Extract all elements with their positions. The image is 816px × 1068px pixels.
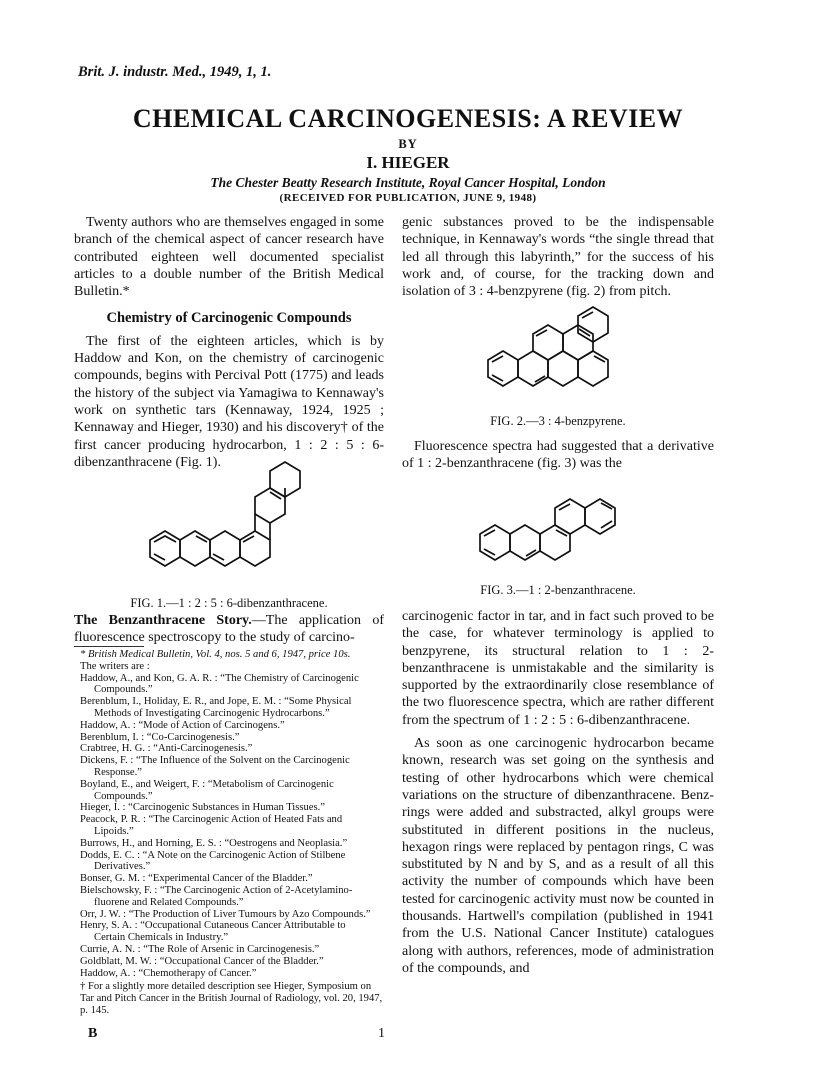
footnote-star: * British Medical Bulletin, Vol. 4, nos. 5 and 6, 1947, price 10s. bbox=[80, 649, 351, 660]
footnote-writer-entry: Crabtree, H. G. : “Anti-Carcinogenesis.” bbox=[80, 743, 253, 755]
paragraph-top: genic substances proved to be the indispensable technique, in Kennaway's words “the single thread that led all through this labyrinth,” for the success of his work and, of course, for the tracking down and isolation of 3 : 4-benzpyrene (fig. 2) from pitch. bbox=[402, 215, 714, 300]
received-date: (RECEIVED FOR PUBLICATION, JUNE 9, 1948) bbox=[279, 192, 537, 204]
footnote-writers: The writers are : bbox=[80, 660, 150, 672]
footnote-writer-entry-cont: Response.” bbox=[94, 766, 142, 778]
footnote-writer-entry: Haddow, A. : “Chemotherapy of Cancer.” bbox=[80, 967, 257, 979]
byline-label: BY bbox=[398, 137, 418, 151]
benz-text: —The application of fluorescence spectroscopy to the study of carcino- bbox=[74, 613, 384, 646]
footnote-writer-entry: Haddow, A. : “Mode of Action of Carcinogens.” bbox=[80, 719, 285, 731]
footnotes bbox=[74, 649, 384, 1017]
figure-3-caption: FIG. 3.—1 : 2-benzanthracene. bbox=[480, 583, 636, 597]
figure-1-dibenzanthracene bbox=[120, 450, 320, 590]
footnote-writer-entry: Dickens, F. : “The Influence of the Solvent on the Carcinogenic bbox=[80, 755, 350, 767]
footnote-writer-entry-cont: Compounds.” bbox=[94, 684, 153, 696]
footnote-writer-list bbox=[74, 673, 384, 980]
left-column bbox=[74, 214, 384, 471]
right-column-bottom bbox=[402, 608, 714, 977]
author-name: I. HIEGER bbox=[366, 153, 450, 172]
journal-citation: Brit. J. industr. Med., 1949, 1, 1. bbox=[78, 64, 272, 80]
footnote-writer-entry: Haddow, A., and Kon, G. A. R. : “The Chemistry of Carcinogenic bbox=[80, 672, 359, 684]
footnote-writer-entry: Bielschowsky, F. : “The Carcinogenic Action of 2-Acetylamino- bbox=[80, 884, 353, 896]
benz-heading: The Benzanthracene Story. bbox=[74, 613, 252, 628]
figure-2-benzpyrene bbox=[478, 300, 658, 420]
paragraph-fluorescence-block bbox=[402, 438, 714, 473]
figure-2-caption: FIG. 2.—3 : 4-benzpyrene. bbox=[490, 414, 626, 428]
footnote-writer-entry: Dodds, E. C. : “A Note on the Carcinogenic Action of Stilbene bbox=[80, 849, 346, 861]
footnote-writer-entry-cont: Certain Chemicals in Industry.” bbox=[94, 932, 229, 944]
intro-paragraph: Twenty authors who are themselves engaged in some branch of the chemical aspect of cancer research have contributed eighteen well documented specialist articles to a double number of the British Medical Bulletin.* bbox=[74, 215, 384, 300]
right-column-top bbox=[402, 214, 714, 300]
footnote-writer-entry-cont: Derivatives.” bbox=[94, 861, 151, 873]
footnote-writer-entry: Orr, J. W. : “The Production of Liver Tumours by Azo Compounds.” bbox=[80, 908, 371, 920]
footnote-rule bbox=[74, 646, 144, 647]
footnote-writer-entry-cont: Lipoids.” bbox=[94, 825, 134, 837]
page-number: 1 bbox=[378, 1026, 385, 1041]
footnote-dagger: † For a slightly more detailed description see Hieger, Symposium on Tar and Pitch Cancer in the British Journal of Radiology, vol. 20, 1947, p. 145. bbox=[80, 981, 383, 1016]
paragraph-research: As soon as one carcinogenic hydrocarbon became known, research was set going on the synthesis and testing of other hydrocarbons which were chemical variations on the structure of dibenzanthracene. Benz-rings were added and substracted, alkyl groups were substituted in different positions in the nucleus, hexagon rings were replaced by pentagon rings, C was substituted by N and by S, and as a result of all this activity the number of compounds which have been tested for carcinogenic activity must now be counted in thousands. Hartwell's compilation (published in 1941 from the U.S. National Cancer Institute) catalogues along with authors, references, mode of administration of the compounds, and bbox=[402, 736, 714, 976]
footnote-writer-entry-cont: fluorene and Related Compounds.” bbox=[94, 896, 244, 908]
footnote-writer-entry: Berenblum, I. : “Co-Carcinogenesis.” bbox=[80, 731, 240, 743]
section-heading: Chemistry of Carcinogenic Compounds bbox=[106, 310, 352, 327]
signature-mark: B bbox=[88, 1026, 98, 1041]
footnote-writer-entry: Hieger, I. : “Carcinogenic Substances in Human Tissues.” bbox=[80, 802, 325, 814]
footnote-writer-entry: Peacock, P. R. : “The Carcinogenic Action of Heated Fats and bbox=[80, 814, 343, 826]
figure-1-caption: FIG. 1.—1 : 2 : 5 : 6-dibenzanthracene. bbox=[130, 596, 328, 610]
paragraph-continuation: carcinogenic factor in tar, and in fact such proved to be the case, for whatever terminology is applied to benzpyrene, its structural relation to 1 : 2-benzanthracene is unmistakable and the similarity is supported by the extraordinarily close resemblance of the two fluorescence spectra, which are rather different from the spectrum of 1 : 2 : 5 : 6-dibenzanthracene. bbox=[402, 609, 714, 728]
paragraph-fluorescence: Fluorescence spectra had suggested that a derivative of 1 : 2-benzanthracene (fig. 3) was the bbox=[402, 439, 714, 472]
footnote-writer-entry-cont: Compounds.” bbox=[94, 790, 153, 802]
author-affiliation: The Chester Beatty Research Institute, Royal Cancer Hospital, London bbox=[210, 175, 606, 190]
footnote-writer-entry: Henry, S. A. : “Occupational Cutaneous Cancer Attributable to bbox=[80, 920, 346, 932]
footnote-writer-entry: Burrows, H., and Horning, E. S. : “Oestrogens and Neoplasia.” bbox=[80, 837, 348, 849]
footnote-writer-entry: Bonser, G. M. : “Experimental Cancer of the Bladder.” bbox=[80, 873, 313, 885]
article-title: CHEMICAL CARCINOGENESIS: A REVIEW bbox=[132, 104, 684, 133]
paragraph-chemistry: The first of the eighteen articles, which is by Haddow and Kon, on the chemistry of carcinogenic compounds, begins with Percival Pott (1775) and leads the history of the subject via Yamagiwa to Kennaway's work on synthetic tars (Kennaway, 1924, 1925 ; Kennaway and Hieger, 1930) and his discovery† of the first cancer producing hydrocarbon, 1 : 2 : 5 : 6-dibenzanthracene (Fig. 1). bbox=[74, 333, 384, 470]
footnote-writer-entry-cont: Methods of Investigating Carcinogenic Hydrocarbons.” bbox=[94, 707, 330, 719]
figure-3-benzanthracene bbox=[470, 476, 660, 586]
footnote-writer-entry: Berenblum, I., Holiday, E. R., and Jope, E. M. : “Some Physical bbox=[80, 696, 352, 708]
footnote-writer-entry: Goldblatt, M. W. : “Occupational Cancer of the Bladder.” bbox=[80, 955, 324, 967]
footnote-writer-entry: Currie, A. N. : “The Role of Arsenic in Carcinogenesis.” bbox=[80, 943, 320, 955]
footnote-writer-entry: Boyland, E., and Weigert, F. : “Metabolism of Carcinogenic bbox=[80, 778, 334, 790]
benzanthracene-story bbox=[74, 612, 384, 647]
